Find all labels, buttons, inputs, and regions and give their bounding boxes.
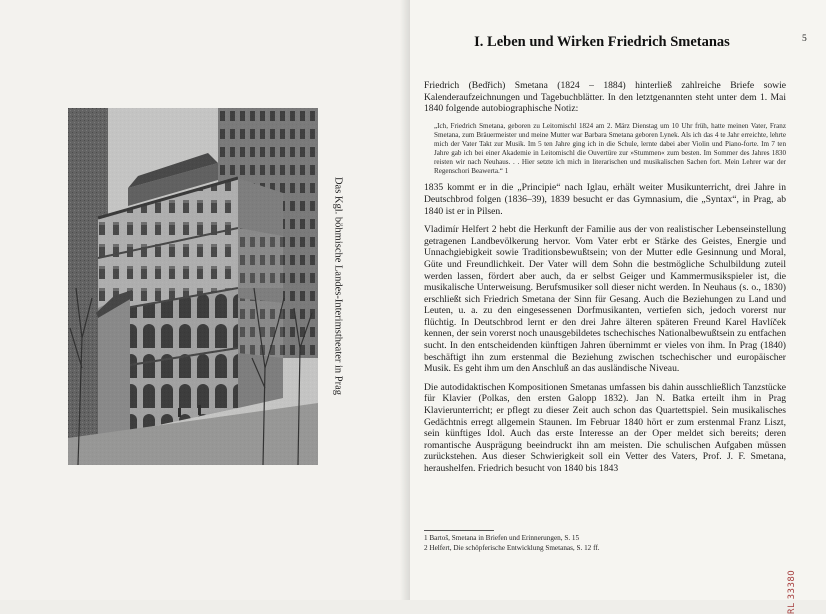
paragraph-intro: Friedrich (Bedřich) Smetana (1824 – 1884) hinterließ zahlreiche Briefe sowie Kalenderaufzeichnungen und Tagebuchblätter. In den letztgenannten steht unter dem 1. Mai 1840 folgende autobiographische Notiz: bbox=[424, 80, 786, 115]
footnote: 2 Helfert, Die schöpferische Entwicklung Smetanas, S. 12 ff. bbox=[424, 543, 600, 552]
block-quote: „Ich, Friedrich Smetana, geboren zu Leitomischl 1824 am 2. März Dienstag um 10 Uhr früh, hatte meinen Vater, Franz Smetana, zum Bräuermeister und meine Mutter war Barbara Smetana geboren Lynek. Als ich das 4 te Jahr erreichte, lehrte mich der Vater Takt zur Musik. Im 5 ten Jahre ging ich in die Schule, lernte dabei aber Violin und Piano-forte. Im 7 ten Jahre gab ich bei einer Akademie in Leitomischl die Ouvertüre zur »Stummen« zum besten. Im Sommer des Jahres 1830 reisten wir nach Neuhaus. . . Hier setzte ich mich in literarischen und musikalischen Sachen fort. Mein Lehrer war der Regenschori Beawerta.“ 1 bbox=[434, 121, 786, 176]
photo-caption-text: Das Kgl. böhmische Landes-Interimstheater in Prag bbox=[332, 176, 344, 396]
chapter-title: I. Leben und Wirken Friedrich Smetanas bbox=[474, 34, 730, 50]
paragraph: 1835 kommt er in die „Principie“ nach Iglau, erhält weiter Musikunterricht, drei Jahre in Deutschbrod folgen (1836–39), 1839 besucht er das Gymnasium, die „Syntax“, in Prag, ab 1840 ist er in Pilsen. bbox=[424, 182, 786, 217]
library-stamp-text: RL 33380 bbox=[787, 569, 797, 614]
footnote: 1 Bartoš, Smetana in Briefen und Erinnerungen, S. 15 bbox=[424, 534, 580, 542]
paragraph: Die autodidaktischen Kompositionen Smetanas umfassen bis dahin ausschließlich Tanzstücke für Klavier (Polkas, den ersten Galopp 1832). Jan N. Batka erteilt ihm in Prag Klavierunterricht; er pflegt zu dieser Zeit auch schon das Quartettspiel. Sein musikalisches Gedächtnis erregt allgemein Staunen. Im Februar 1840 hört er zum erstenmal Franz Liszt, sein künftiges Idol. Auch das erste Interesse an der Oper meldet sich bereits; deren romantische Ausprägung beeindruckt ihn am meisten. Die schulischen Aufgaben müssen zurückstehen. Aus dieser Schwierigkeit soll ein Vetter des Vaters, Prof. J. F. Smetana, heraushelfen. Friedrich besucht von 1840 bis 1843 bbox=[424, 381, 786, 474]
theater-photo bbox=[68, 108, 318, 465]
paragraph: Vladimír Helfert 2 hebt die Herkunft der Familie aus der von realistischer Lebenseinstellung getragenen Landbevölkerung hervor. Vom Vater erbt er Stärke des Geistes, Energie und Unnachgiebigkeit sowie Traditionsbewußtsein; von der Mutter edle Gesinnung und Moral, Güte und Freundlichkeit. Der Vater will dem Sohn die bestmögliche Schulbildung zuteil werden lassen, fördert aber auch, da er selbst Geiger und Kammermusikspieler ist, die musikalische Unterweisung. Berufsmusiker soll dieser nicht werden. In Neuhaus (s. o., 1830) erschließt sich Friedrich Smetana der Sinn für Gesang. Auch die Beziehungen zu Land und Leuten, u. a. zu den eingesessenen Dorfmusikanten, vertiefen sich, jedoch vorerst nur flüchtig. In Deutschbrod lernt er den drei Jahre älteren späteren Freund Karel Havlíček kennen, der sein vorerst noch unausgebildetes tschechisches Nationalbewußtsein zu entfachen sucht. In den entscheidenden künftigen Jahren übernimmt er vieles von ihm. In Prag (1840) beschäftigt ihn zum erstenmal die Beziehung zwischen tschechischer und europäischer Musik. Es geht ihm um den Anschluß an das ausländische Niveau. bbox=[424, 224, 786, 375]
footnotes bbox=[424, 530, 784, 553]
page-number: 5 bbox=[802, 34, 807, 44]
left-page bbox=[0, 0, 410, 600]
body-text bbox=[424, 80, 786, 482]
footnote-rule bbox=[424, 530, 494, 531]
